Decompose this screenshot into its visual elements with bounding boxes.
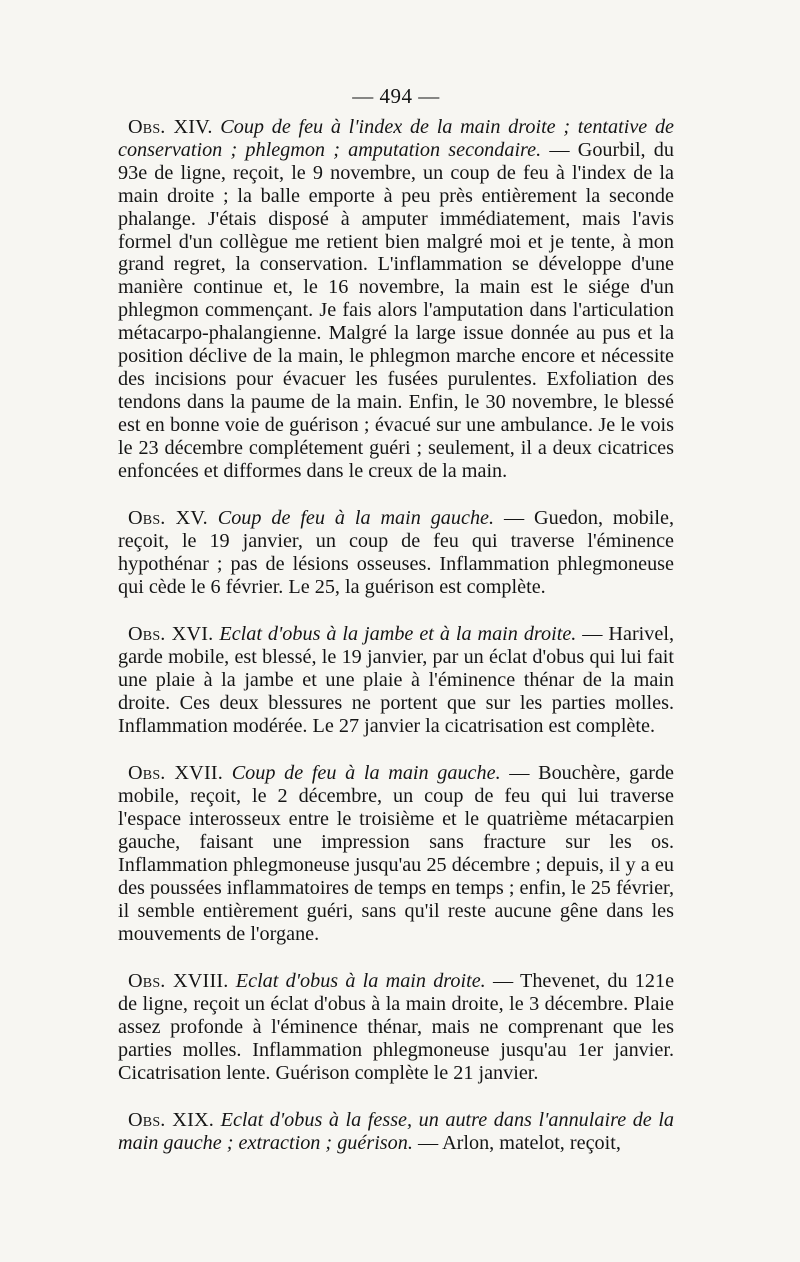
observation-xiv — [118, 116, 674, 483]
observation-label: Obs. XVI. — [128, 623, 214, 646]
observation-text: — Bouchère, garde mobile, reçoit, le 2 décembre, un coup de feu qui lui traverse l'espace interosseux entre le troisième et le quatrième métacarpien gauche, faisant une impression sans fracture sur les os. Inflammation phlegmoneuse jusqu'au 25 décembre ; depuis, il y a eu des poussées inflammatoires de temps en temps ; enfin, le 25 février, il semble entièrement guéri, sans qu'il reste aucune gêne dans les mouvements de l'organe. — [118, 762, 675, 945]
observation-title: Eclat d'obus à la fesse, un autre dans l'annulaire de la main gauche ; extraction ; guérison. — [118, 1108, 675, 1154]
observation-text: — Harivel, garde mobile, est blessé, le 19 janvier, par un éclat d'obus qui lui fait une plaie à la jambe et une plaie à l'éminence thénar de la main droite. Ces deux blessures ne portent que sur les parties molles. Inflammation modérée. Le 27 janvier la cicatrisation est complète. — [118, 623, 674, 737]
observation-label: Obs. XIX. — [128, 1108, 215, 1131]
observation-xvi — [118, 623, 674, 738]
observation-title: Coup de feu à l'index de la main droite ; tentative de conservation ; phlegmon ; amputation secondaire. — [118, 116, 675, 161]
observation-xviii — [118, 970, 674, 1085]
observation-xv — [118, 507, 674, 599]
book-page — [118, 84, 674, 1155]
observation-text: — Gourbil, du 93e de ligne, reçoit, le 9 novembre, un coup de feu à l'index de la main droite ; la balle emporte à peu près entièrement la seconde phalange. J'étais disposé à amputer immédiatement, mais l'avis formel d'un collègue me retient bien malgré moi et je tente, à mon grand regret, la conservation. L'inflammation se développe d'une manière continue et, le 16 novembre, la main est le siége d'un phlegmon commençant. Je fais alors l'amputation dans l'articulation métacarpo-phalangienne. Malgré la large issue donnée au pus et la position déclive de la main, le phlegmon marche encore et nécessite des incisions pour évacuer les fusées purulentes. Exfoliation des tendons dans la paume de la main. Enfin, le 30 novembre, le blessé est en bonne voie de guérison ; évacué sur une ambulance. Je le vois le 23 décembre complétement guéri ; seulement, il a deux cicatrices enfoncées et difformes dans le creux de la main. — [118, 138, 674, 482]
observation-text: — Arlon, matelot, reçoit, — [417, 1131, 621, 1154]
observation-label: Obs. XV. — [128, 507, 208, 529]
observation-label: Obs. XVIII. — [128, 969, 229, 992]
observation-title: Eclat d'obus à la main droite. — [235, 969, 486, 992]
page-number: — 494 — — [352, 84, 440, 108]
observation-text: — Thevenet, du 121e de ligne, reçoit un éclat d'obus à la main droite, le 3 décembre. Plaie assez profonde à l'éminence thénar, mais ne comprenant que les parties molles. Inflammation phlegmoneuse jusqu'au 1er janvier. Cicatrisation lente. Guérison complète le 21 janvier. — [118, 969, 675, 1084]
observation-text: — Guedon, mobile, reçoit, le 19 janvier, un coup de feu qui traverse l'éminence hypothénar ; pas de lésions osseuses. Inflammation phlegmoneuse qui cède le 6 février. Le 25, la guérison est complète. — [118, 507, 674, 598]
observation-title: Eclat d'obus à la jambe et à la main droite. — [219, 623, 577, 646]
observation-xix — [118, 1109, 674, 1155]
observation-label: Obs. XIV. — [128, 116, 213, 138]
observation-title: Coup de feu à la main gauche. — [231, 762, 501, 785]
observation-xvii — [118, 762, 674, 945]
observation-title: Coup de feu à la main gauche. — [217, 507, 495, 529]
observation-label: Obs. XVII. — [128, 762, 224, 785]
